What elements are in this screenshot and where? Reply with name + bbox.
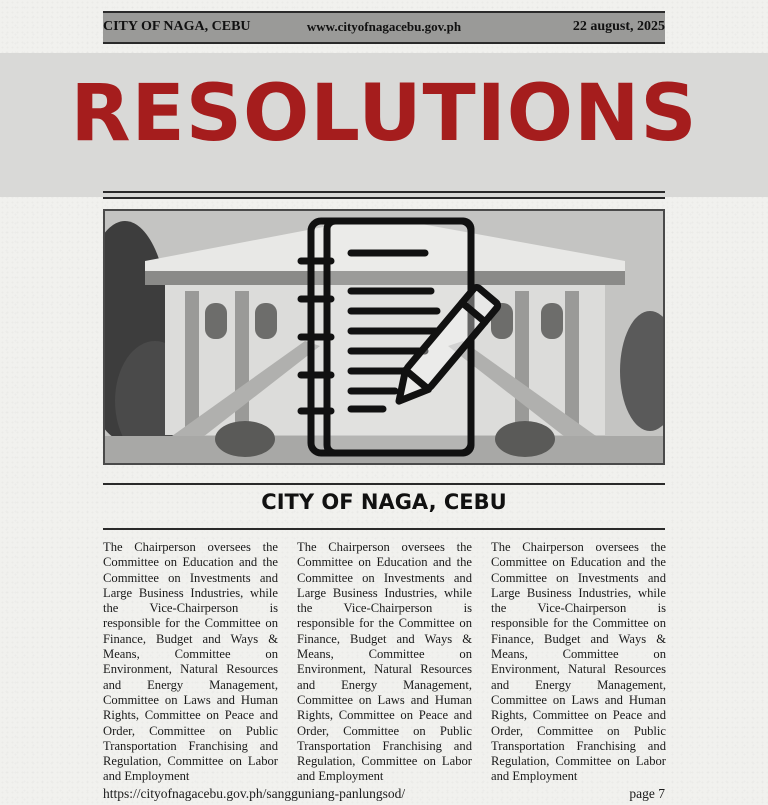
masthead-website: www.cityofnagacebu.gov.ph <box>306 19 462 34</box>
footer-url: https://cityofnagacebu.gov.ph/sangguniang-panlungsod/ <box>103 786 406 801</box>
notebook-pencil-icon <box>301 221 499 453</box>
masthead-bar <box>103 11 665 44</box>
section-heading: CITY OF NAGA, CEBU <box>261 490 507 514</box>
divider-rule <box>103 528 665 530</box>
divider-rule <box>103 191 665 193</box>
page-number: page 7 <box>629 786 665 801</box>
title-banner <box>0 53 768 197</box>
masthead-date: 22 august, 2025 <box>572 19 665 34</box>
masthead-city: CITY OF NAGA, CEBU <box>103 19 251 34</box>
text-column-3: The Chairperson oversees the Committee on Education and the Committee on Investments and Large Business Industries, while the Vice-Chairperson is responsible for the Committee on Finance, Budget and Ways & Means, Committee on Environment, Natural Resources and Energy Management, Committee on Laws and Human Rights, Committee on Peace and Order, Committee on Public Transportation Franchising and Regulation, Committee on Labor and Employment <box>491 540 666 784</box>
city-hall-photo <box>103 209 665 465</box>
page-title: RESOLUTIONS <box>70 69 698 159</box>
divider-rule <box>103 197 665 199</box>
divider-rule <box>103 483 665 485</box>
text-column-1: The Chairperson oversees the Committee on Education and the Committee on Investments and Large Business Industries, while the Vice-Chairperson is responsible for the Committee on Finance, Budget and Ways & Means, Committee on Environment, Natural Resources and Energy Management, Committee on Laws and Human Rights, Committee on Peace and Order, Committee on Public Transportation Franchising and Regulation, Committee on Labor and Employment <box>103 540 278 784</box>
text-column-2: The Chairperson oversees the Committee on Education and the Committee on Investments and Large Business Industries, while the Vice-Chairperson is responsible for the Committee on Finance, Budget and Ways & Means, Committee on Environment, Natural Resources and Energy Management, Committee on Laws and Human Rights, Committee on Peace and Order, Committee on Public Transportation Franchising and Regulation, Committee on Labor and Employment <box>297 540 472 784</box>
